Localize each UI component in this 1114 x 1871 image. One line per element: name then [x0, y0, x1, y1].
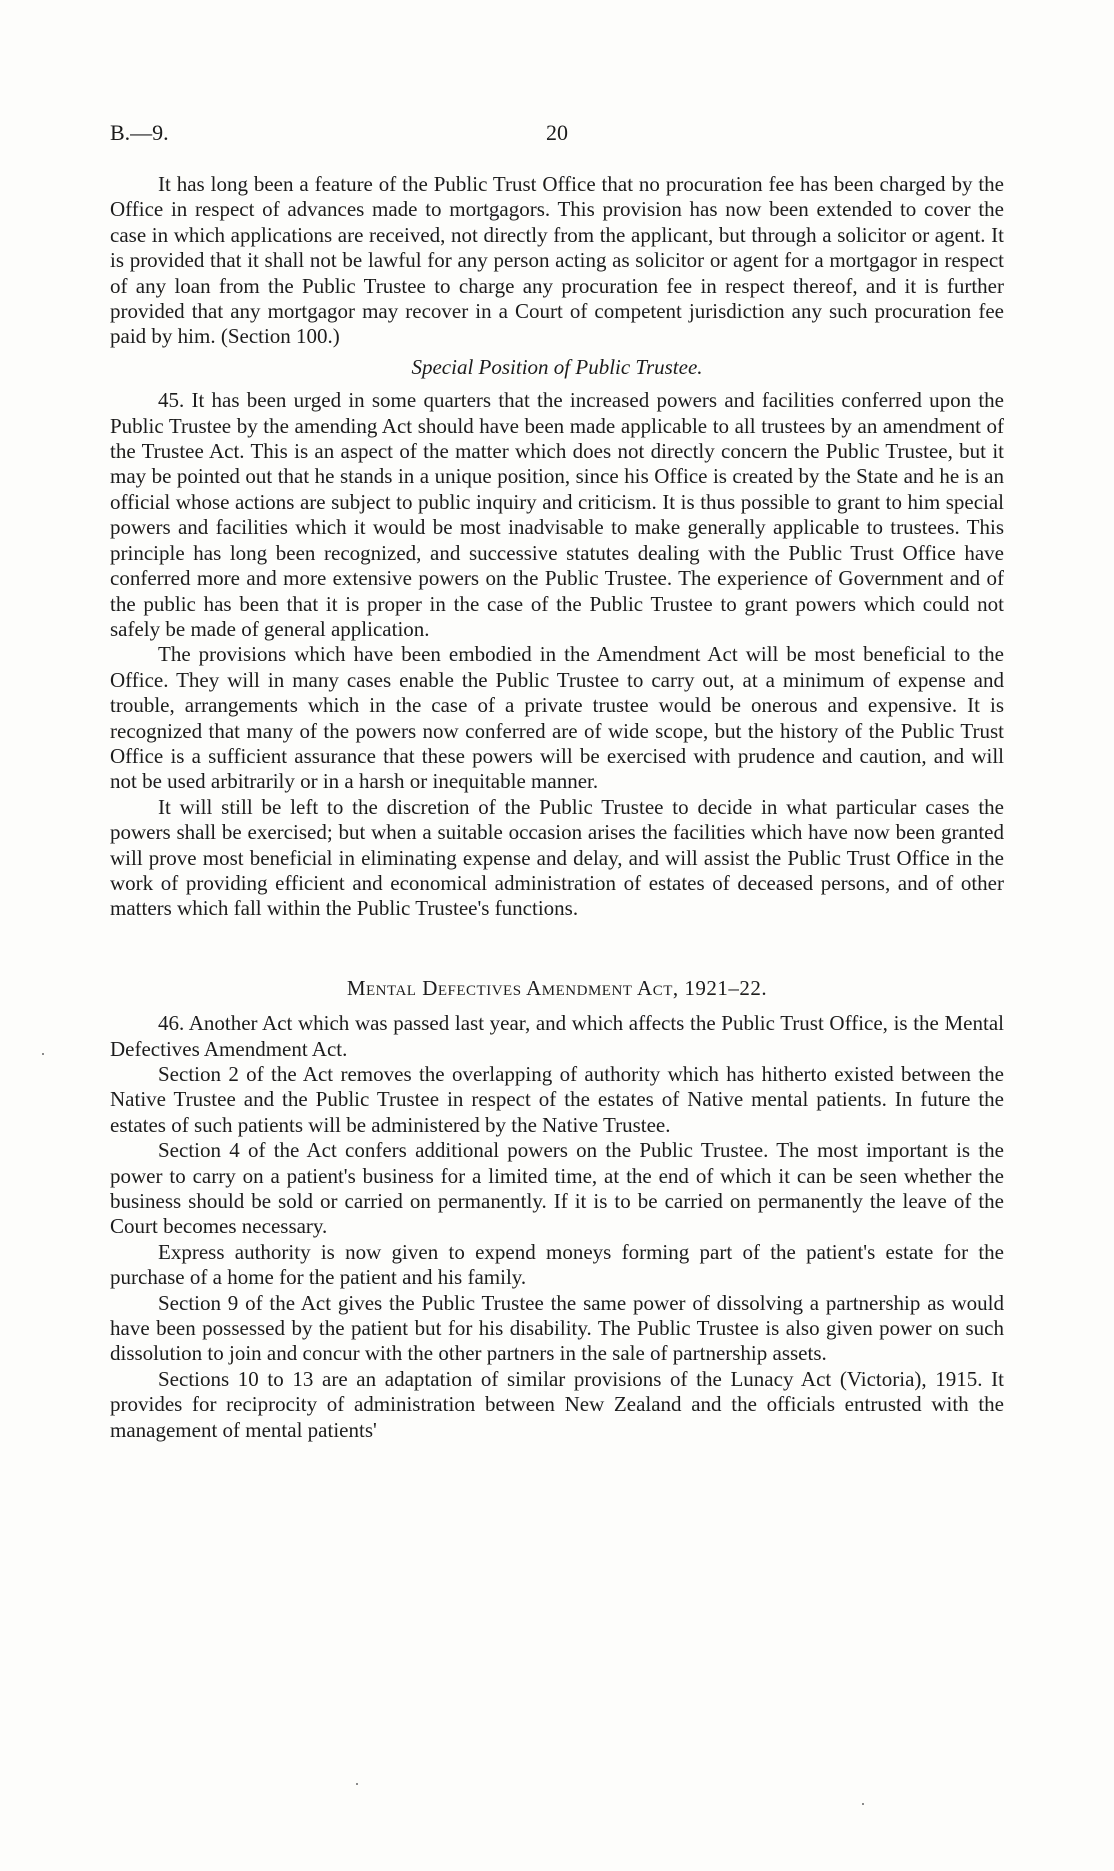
paragraph: Section 9 of the Act gives the Public Trustee the same power of dissolving a partnership as would have been possessed by the patient but for his disability. The Public Trustee is also given power on such dissolution to join and concur with the other partners in the sale of partnership assets. [110, 1290, 1004, 1366]
paragraph: 45. It has been urged in some quarters that the increased powers and facilities conferred upon the Public Trustee by the amending Act should have been made applicable to all trustees by an amendment of the Trustee Act. This is an aspect of the matter which does not directly concern the Public Trustee, but it may be pointed out that he stands in a unique position, since his Office is created by the State and he is an official whose actions are subject to public inquiry and criticism. It is thus possible to grant to him special powers and facilities which it would be most inadvisable to make generally applicable to trustees. This principle has long been recognized, and successive statutes dealing with the Public Trust Office have conferred more and more extensive powers on the Public Trustee. The experience of Government and of the public has been that it is proper in the case of the Public Trustee to grant powers which could not safely be made of general application. [110, 388, 1004, 641]
subheading-special-position: Special Position of Public Trustee. [411, 354, 703, 379]
scan-speck [42, 1053, 44, 1055]
paragraph: It will still be left to the discretion of the Public Trustee to decide in what particular cases the powers shall be exercised; but when a suitable occasion arises the facilities which have now been granted will prove most beneficial in eliminating expense and delay, and will assist the Public Trust Office in the work of providing efficient and economical administration of estates of deceased persons, and of other matters which fall within the Public Trustee's functions. [110, 794, 1004, 921]
paragraph: Section 2 of the Act removes the overlapping of authority which has hitherto existed between the Native Trustee and the Public Trustee in respect of the estates of Native mental patients. In future the estates of such patients will be administered by the Native Trustee. [110, 1062, 1004, 1137]
scan-speck [862, 1803, 864, 1805]
scan-speck [356, 1783, 358, 1785]
paragraph: Section 4 of the Act confers additional powers on the Public Trustee. The most important is the power to carry on a patient's business for a limited time, at the end of which it can be seen whether the business should be sold or carried on permanently. If it is to be carried on permanently the leave of the Court becomes necessary. [110, 1138, 1004, 1239]
document-reference: B.—9. [110, 120, 169, 145]
section-heading-mental-defectives: Mental Defectives Amendment Act, 1921–22. [346, 975, 768, 1000]
paragraph: 46. Another Act which was passed last year, and which affects the Public Trust Office, is the Mental Defectives Amendment Act. [110, 1011, 1004, 1061]
paragraph: The provisions which have been embodied in the Amendment Act will be most beneficial to the Office. They will in many cases enable the Public Trustee to carry out, at a minimum of expense and trouble, arrangements which in the case of a private trustee would be onerous and expensive. It is recognized that many of the powers now conferred are of wide scope, but the history of the Public Trust Office is a sufficient assurance that these powers will be exercised with prudence and caution, and will not be used arbitrarily or in a harsh or inequitable manner. [110, 642, 1004, 794]
paragraph: Sections 10 to 13 are an adaptation of similar provisions of the Lunacy Act (Victoria), 1915. It provides for reciprocity of administration between New Zealand and the officials entrusted with the management of mental patients' [110, 1366, 1004, 1442]
page-header [110, 120, 1004, 150]
paragraph: Express authority is now given to expend moneys forming part of the patient's estate for the purchase of a home for the patient and his family. [110, 1239, 1004, 1290]
body-text [110, 172, 1004, 1443]
page-number: 20 [546, 120, 568, 145]
paragraph: It has long been a feature of the Public Trust Office that no procuration fee has been charged by the Office in respect of advances made to mortgagors. This provision has now been extended to cover the case in which applications are received, not directly from the applicant, but through a solicitor or agent. It is provided that it shall not be lawful for any person acting as solicitor or agent for a mortgagor in respect of any loan from the Public Trustee to charge any procuration fee in respect thereof, and it is further provided that any mortgagor may recover in a Court of competent jurisdiction any such procuration fee paid by him. (Section 100.) [110, 172, 1004, 349]
